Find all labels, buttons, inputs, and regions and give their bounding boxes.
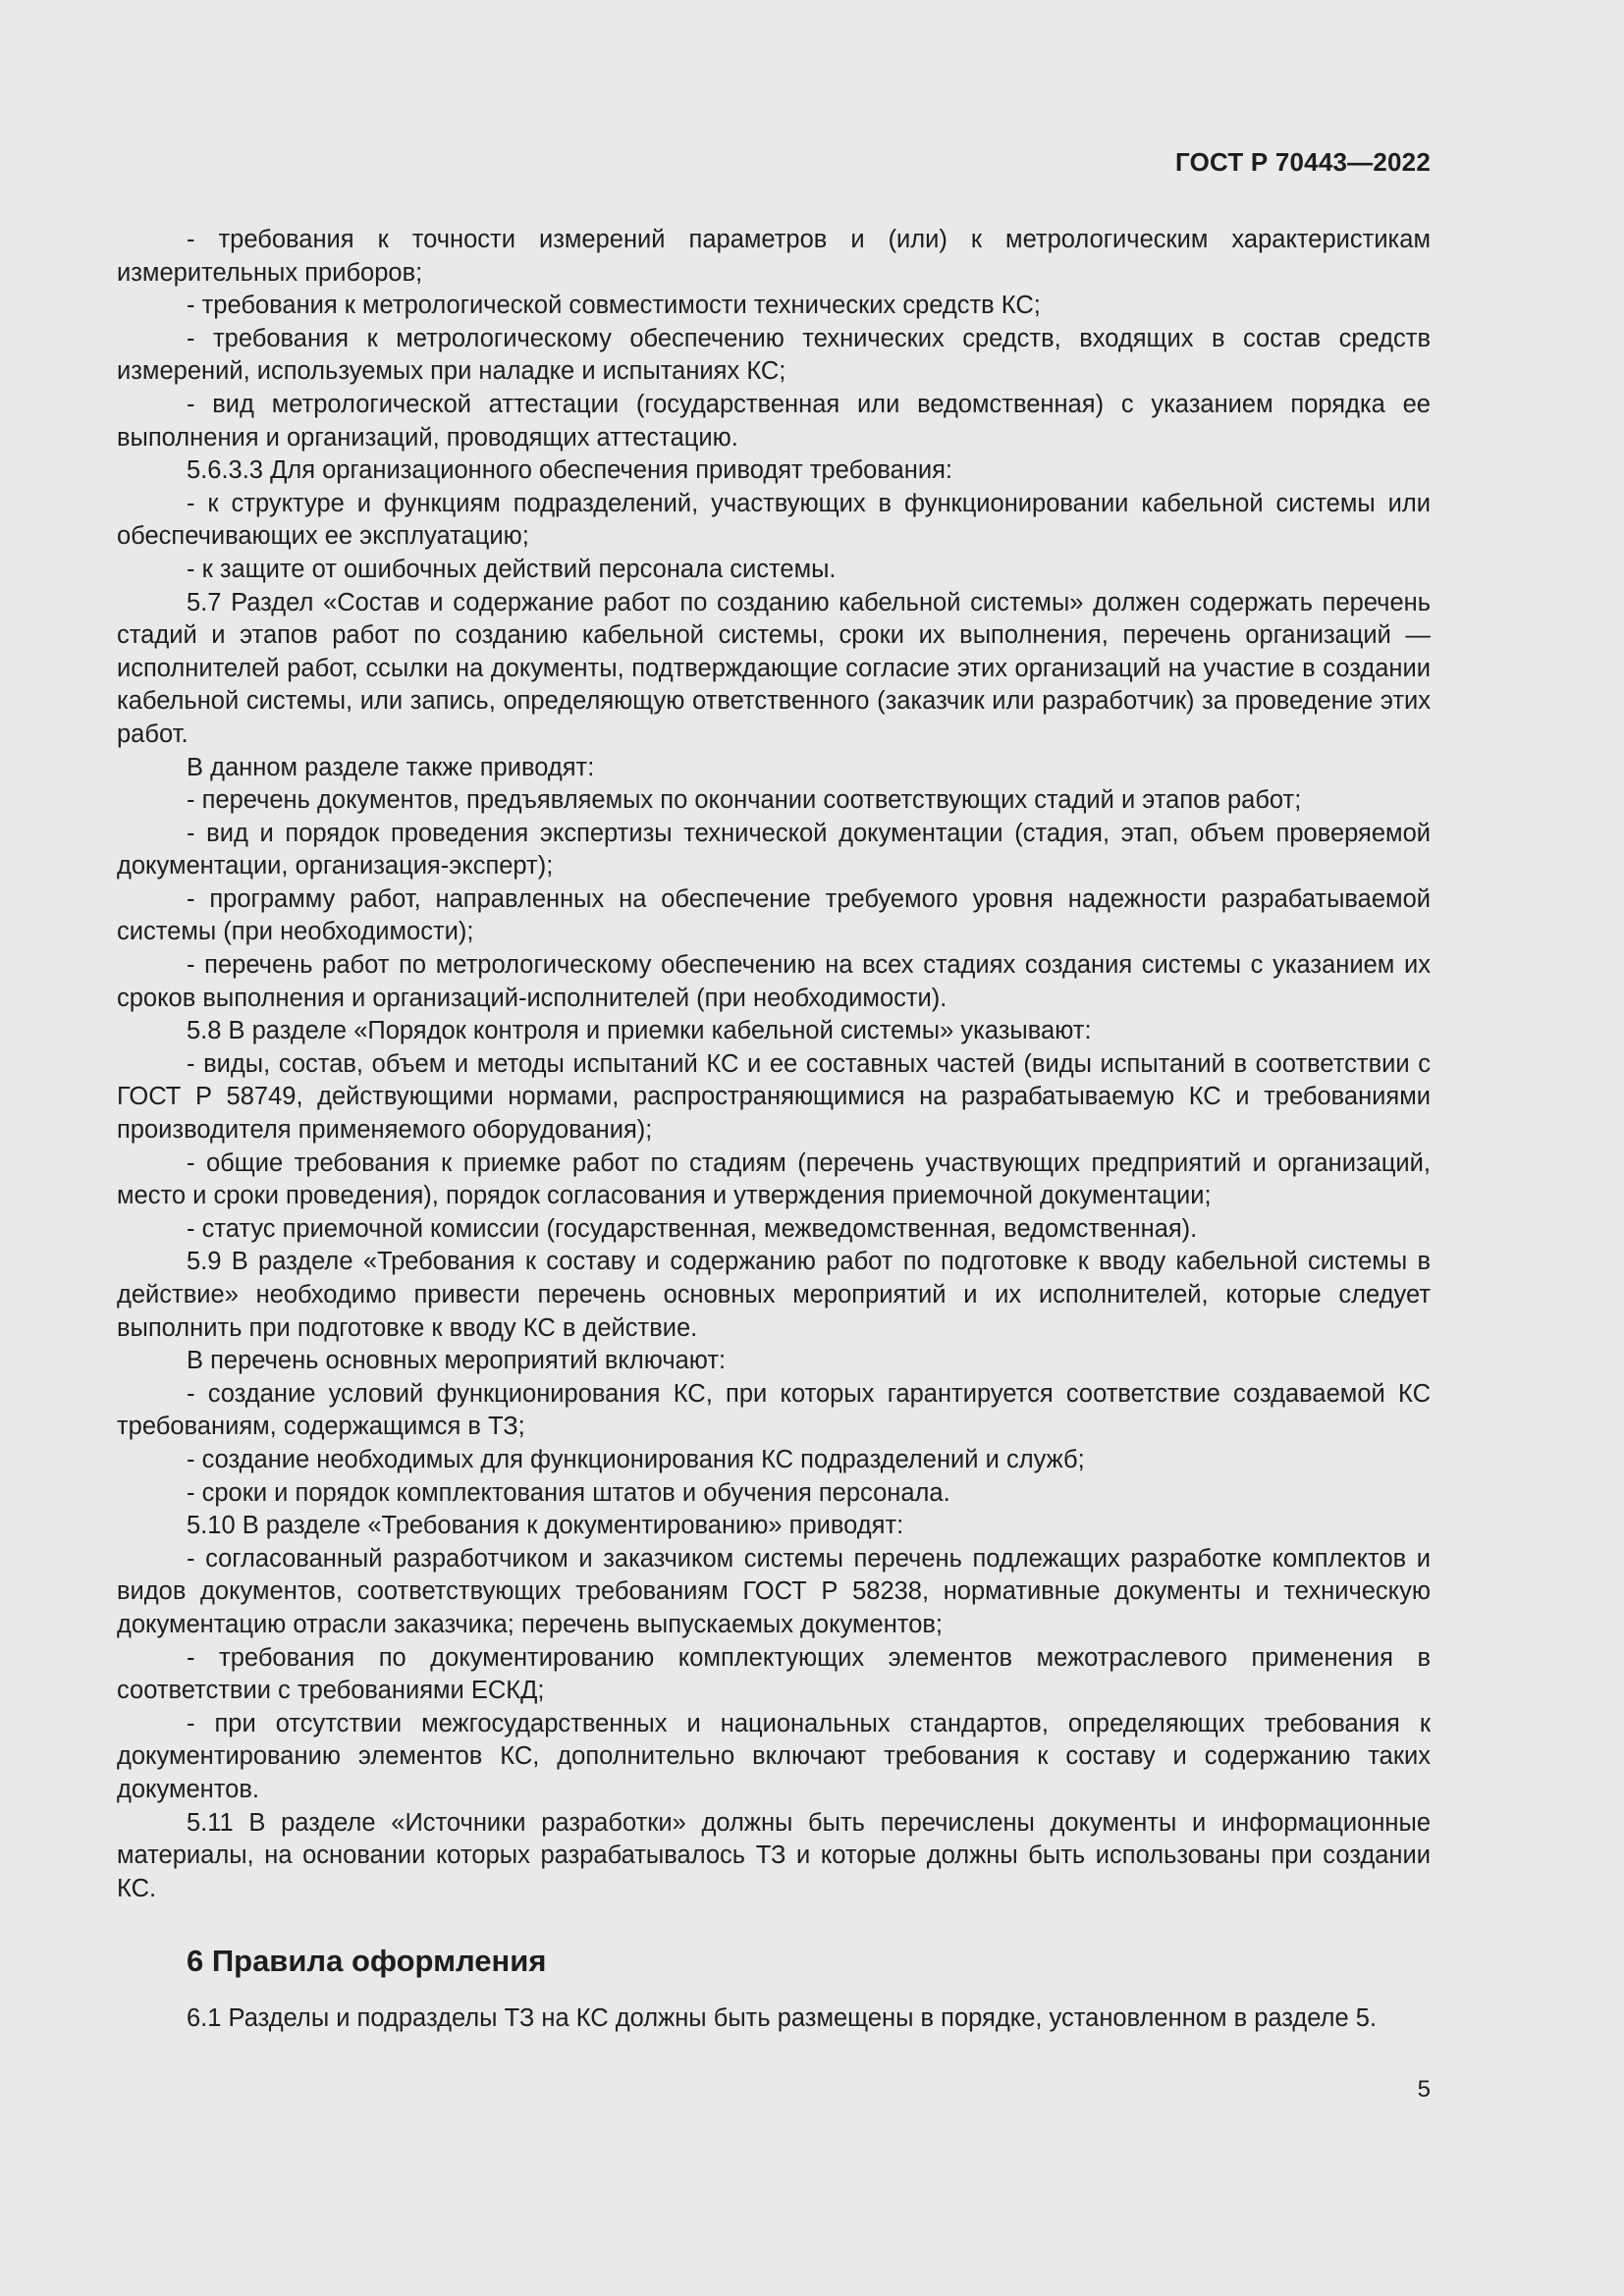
paragraph: - требования к метрологической совместимости технических средств КС; — [187, 292, 1041, 320]
document-code-header: ГОСТ Р 70443—2022 — [1175, 147, 1431, 177]
paragraph: - создание условий функционирования КС, при которых гарантируется соответствие создаваемой КС требованиям, содержащимся в ТЗ; — [117, 1379, 1431, 1441]
paragraph: - виды, состав, объем и методы испытаний КС и ее составных частей (виды испытаний в соответствии с ГОСТ Р 58749, действующими нормами, распространяющимися на разрабатываемую КС и требованиями производителя применяемого оборудования); — [117, 1049, 1431, 1145]
paragraph: - вид и порядок проведения экспертизы технической документации (стадия, этап, объем проверяемой документации, организация-эксперт); — [117, 819, 1431, 881]
paragraph: - требования к метрологическому обеспечению технических средств, входящих в состав средств измерений, используемых при наладке и испытаниях КС; — [117, 324, 1431, 386]
paragraph: - к защите от ошибочных действий персонала системы. — [187, 555, 837, 583]
paragraph: 5.11 В разделе «Источники разработки» должны быть перечислены документы и информационные материалы, на основании которых разрабатывалось ТЗ и которые должны быть использованы при создании КС. — [117, 1808, 1431, 1902]
paragraph: - вид метрологической аттестации (государственная или ведомственная) с указанием порядка ее выполнения и организаций, проводящих аттестацию. — [117, 390, 1431, 452]
paragraph: - создание необходимых для функционирования КС подразделений и служб; — [187, 1445, 1085, 1473]
paragraph: - общие требования к приемке работ по стадиям (перечень участвующих предприятий и организаций, место и сроки проведения), порядок согласования и утверждения приемочной документации; — [117, 1148, 1431, 1210]
section-heading: 6 Правила оформления — [187, 1944, 547, 1979]
paragraph: - статус приемочной комиссии (государственная, межведомственная, ведомственная). — [187, 1214, 1198, 1243]
paragraph: - требования к точности измерений параметров и (или) к метрологическим характеристикам измерительных приборов; — [117, 226, 1431, 287]
paragraph: 5.6.3.3 Для организационного обеспечения приводят требования: — [187, 456, 953, 485]
paragraph: 6.1 Разделы и подразделы ТЗ на КС должны быть размещены в порядке, установленном в разделе 5. — [187, 2004, 1378, 2033]
paragraph: - сроки и порядок комплектования штатов и обучения персонала. — [187, 1478, 950, 1507]
paragraph: - перечень работ по метрологическому обеспечению на всех стадиях создания системы с указанием их сроков выполнения и организаций-исполнителей (при необходимости). — [117, 951, 1431, 1012]
paragraph: 5.8 В разделе «Порядок контроля и приемки кабельной системы» указывают: — [187, 1017, 1092, 1045]
document-body — [117, 224, 1431, 2036]
paragraph: - перечень документов, предъявляемых по окончании соответствующих стадий и этапов работ; — [187, 786, 1302, 815]
paragraph: - при отсутствии межгосударственных и национальных стандартов, определяющих требования к документированию элементов КС, дополнительно включают требования к составу и содержанию таких документов. — [117, 1709, 1431, 1803]
page-number: 5 — [1417, 2076, 1431, 2103]
paragraph: В данном разделе также приводят: — [187, 753, 595, 781]
paragraph: 5.9 В разделе «Требования к составу и содержанию работ по подготовке к вводу кабельной системы в действие» необходимо привести перечень основных мероприятий и их исполнителей, которые следует выполнить при подготовке к вводу КС в действие. — [117, 1248, 1431, 1342]
paragraph: - программу работ, направленных на обеспечение требуемого уровня надежности разрабатываемой системы (при необходимости); — [117, 884, 1431, 946]
paragraph: - требования по документированию комплектующих элементов межотраслевого применения в соответствии с требованиями ЕСКД; — [117, 1643, 1431, 1705]
paragraph: В перечень основных мероприятий включают: — [187, 1347, 727, 1375]
paragraph: 5.10 В разделе «Требования к документированию» приводят: — [187, 1512, 904, 1540]
paragraph: - к структуре и функциям подразделений, участвующих в функционировании кабельной системы или обеспечивающих ее эксплуатацию; — [117, 489, 1431, 551]
paragraph: 5.7 Раздел «Состав и содержание работ по созданию кабельной системы» должен содержать перечень стадий и этапов работ по созданию кабельной системы, сроки их выполнения, перечень организаций — исполнителей работ, ссылки на документы, подтверждающие согласие этих организаций на участие в создании кабельной системы, или запись, определяющую ответственного (заказчик или разработчик) за проведение этих работ. — [117, 588, 1431, 748]
paragraph: - согласованный разработчиком и заказчиком системы перечень подлежащих разработке комплектов и видов документов, соответствующих требованиям ГОСТ Р 58238, нормативные документы и техническую документацию отрасли заказчика; перечень выпускаемых документов; — [117, 1544, 1431, 1638]
